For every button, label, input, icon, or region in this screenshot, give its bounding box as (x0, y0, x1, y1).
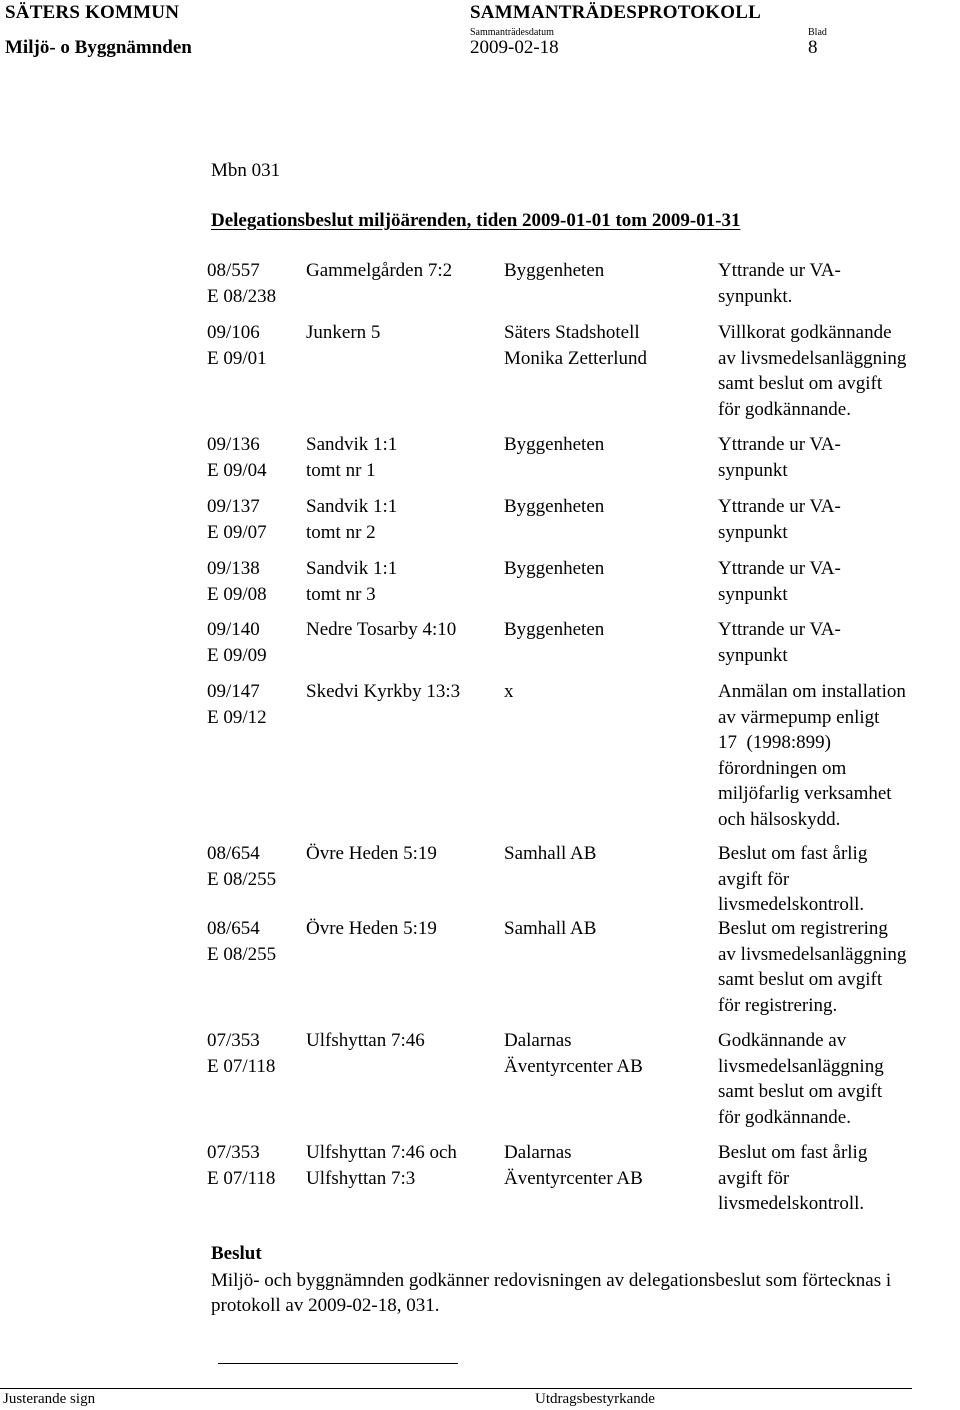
beslut-heading: Beslut (211, 1243, 262, 1264)
cell-property: Skedvi Kyrkby 13:3 (306, 681, 461, 702)
cell-party: Dalarnas Äventyrcenter AB (504, 1030, 643, 1077)
cell-party: Byggenheten (504, 558, 605, 579)
header-org: SÄTERS KOMMUN (5, 2, 180, 23)
cell-case: 07/353 E 07/118 (207, 1142, 276, 1189)
cell-property: Övre Heden 5:19 (306, 843, 437, 864)
header-page-label: Blad (808, 27, 827, 38)
cell-decision: Beslut om fast årlig avgift för livsmedelskontroll. (718, 1142, 868, 1214)
cell-case: 09/136 E 09/04 (207, 434, 267, 481)
header-board: Miljö- o Byggnämnden (5, 37, 192, 58)
cell-case: 09/137 E 09/07 (207, 496, 267, 543)
cell-party: Byggenheten (504, 260, 605, 281)
cell-party: Byggenheten (504, 496, 605, 517)
footer-utdragsbestyrkande: Utdragsbestyrkande (535, 1391, 655, 1407)
cell-decision: Yttrande ur VA- synpunkt (718, 558, 841, 605)
cell-property: Ulfshyttan 7:46 (306, 1030, 425, 1051)
cell-decision: Yttrande ur VA- synpunkt (718, 619, 841, 666)
section-heading: Delegationsbeslut miljöärenden, tiden 2009-01-01 tom 2009-01-31 (211, 210, 741, 231)
cell-property: Sandvik 1:1 tomt nr 2 (306, 496, 398, 543)
cell-decision: Beslut om registrering av livsmedelsanläggning samt beslut om avgift för registrering. (718, 918, 907, 1016)
header-page-number: 8 (808, 37, 818, 58)
cell-party: Byggenheten (504, 619, 605, 640)
cell-case: 09/147 E 09/12 (207, 681, 267, 728)
cell-party: Dalarnas Äventyrcenter AB (504, 1142, 643, 1189)
signature-line (218, 1363, 458, 1364)
cell-decision: Yttrande ur VA- synpunkt. (718, 260, 841, 307)
header-date: 2009-02-18 (470, 37, 559, 58)
cell-case: 08/557 E 08/238 (207, 260, 277, 307)
cell-property: Nedre Tosarby 4:10 (306, 619, 457, 640)
footer-justerande-sign: Justerande sign (3, 1391, 96, 1407)
cell-party: Samhall AB (504, 918, 597, 939)
cell-property: Junkern 5 (306, 322, 381, 343)
section-number: Mbn 031 (211, 160, 281, 181)
cell-decision: Anmälan om installation av värmepump enligt 17 (1998:899) förordningen om miljöfarlig verksamhet och hälsoskydd. (718, 681, 906, 830)
footer-rule (0, 1388, 912, 1389)
cell-decision: Godkännande av livsmedelsanläggning samt beslut om avgift för godkännande. (718, 1030, 884, 1128)
cell-case: 07/353 E 07/118 (207, 1030, 276, 1077)
cell-case: 09/106 E 09/01 (207, 322, 267, 369)
cell-property: Ulfshyttan 7:46 och Ulfshyttan 7:3 (306, 1142, 457, 1189)
header-doc-type: SAMMANTRÄDESPROTOKOLL (470, 2, 761, 23)
cell-case: 09/140 E 09/09 (207, 619, 267, 666)
cell-decision: Beslut om fast årlig avgift för livsmedelskontroll. (718, 843, 868, 915)
cell-party: Byggenheten (504, 434, 605, 455)
beslut-text: Miljö- och byggnämnden godkänner redovisningen av delegationsbeslut som förtecknas i protokoll av 2009-02-18, 031. (211, 1270, 892, 1316)
cell-case: 08/654 E 08/255 (207, 918, 277, 965)
cell-decision: Yttrande ur VA- synpunkt (718, 496, 841, 543)
cell-property: Sandvik 1:1 tomt nr 3 (306, 558, 398, 605)
cell-property: Gammelgården 7:2 (306, 260, 453, 281)
cell-decision: Yttrande ur VA- synpunkt (718, 434, 841, 481)
cell-decision: Villkorat godkännande av livsmedelsanläggning samt beslut om avgift för godkännande. (718, 322, 907, 420)
cell-party: Säters Stadshotell Monika Zetterlund (504, 322, 647, 369)
cell-case: 08/654 E 08/255 (207, 843, 277, 890)
header-date-label: Sammanträdesdatum (470, 27, 554, 38)
cell-party: x (504, 681, 514, 702)
cell-property: Sandvik 1:1 tomt nr 1 (306, 434, 398, 481)
cell-party: Samhall AB (504, 843, 597, 864)
cell-property: Övre Heden 5:19 (306, 918, 437, 939)
cell-case: 09/138 E 09/08 (207, 558, 267, 605)
